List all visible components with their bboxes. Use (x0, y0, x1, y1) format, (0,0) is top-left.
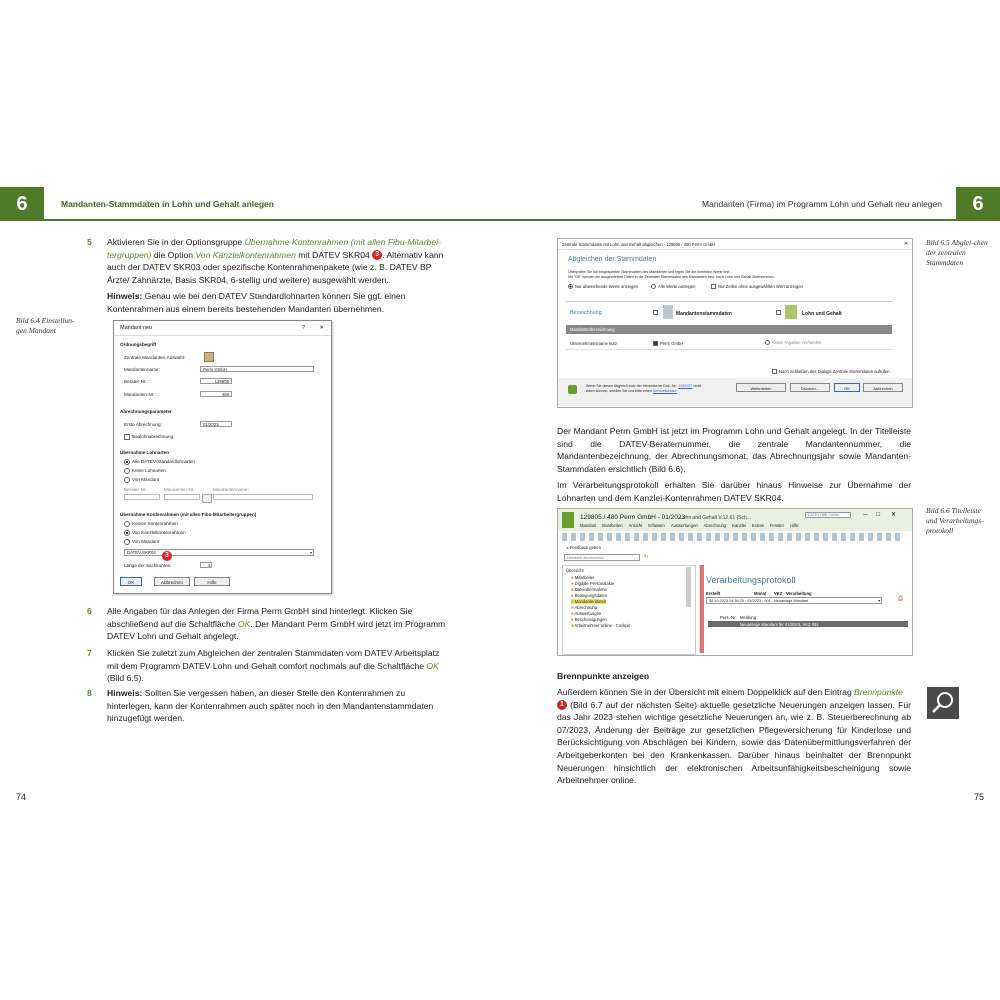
tree-item-label: Bescheinigungen (574, 617, 607, 622)
feedback-icon: ● (566, 545, 569, 550)
radio-button[interactable] (568, 284, 573, 289)
radio-abweichend[interactable] (568, 284, 638, 289)
figure-caption-6-6: Bild 6.6 Titelleiste und Verarbeitungs-protokoll (926, 506, 984, 535)
ui-term: OK (237, 618, 251, 629)
erste-abrechnung-field[interactable]: 01/2023 (200, 421, 232, 427)
section-abrechnung: Abrechnungsparameter (120, 409, 172, 414)
menu-item-abrechnung[interactable]: Abrechnung (703, 523, 727, 528)
text-run: (Bild 6.5). (107, 673, 144, 684)
hint-label: Hinweis: (107, 291, 143, 301)
scrollbar[interactable] (686, 567, 691, 607)
mandant-neu-dialog (113, 320, 332, 594)
text-run: die Option (151, 249, 196, 260)
dialog-heading: Abgleichen der Stammdaten (568, 256, 657, 263)
app-icon (562, 512, 574, 528)
label-mandant-2: Mandanten-Nr.: (164, 487, 196, 492)
magnifier-icon (927, 687, 959, 719)
window-title: Zentrale Stammdaten mit Lohn und Gehalt abgleichen - 129805 / 480 Perm GmbH (562, 242, 716, 247)
radio-keinen-kontenrahmen[interactable] (124, 521, 178, 527)
radio-label: Von Mandant (132, 477, 160, 483)
lohn-app-icon (785, 305, 797, 319)
hint-text: Genau wie bei den DATEV Standardlohnarten können Sie ggf. einen Kontenrahmen aus einem bereits bestehenden Mandanten übernehmen. (107, 291, 406, 314)
row-value-text: Keine Angaben vorhanden (772, 340, 822, 345)
berater-field-2[interactable] (124, 494, 160, 500)
folder-icon: ■ (571, 617, 574, 622)
col-pers-nr: Pers.-Nr. (720, 615, 737, 620)
window-title: 129805 / 480 Perm GmbH - 01/2023 (580, 514, 686, 521)
chapter-number: 6 (972, 193, 984, 215)
menu-item-hilfe[interactable]: Hilfe (790, 523, 799, 528)
abbrechen-button[interactable]: Abbrechen (154, 577, 190, 586)
label-erste-abrechnung: Erste Abrechnung: (124, 422, 162, 427)
folder-icon: ■ (571, 599, 574, 604)
footer-line-2 (586, 389, 677, 393)
row-value-2[interactable] (765, 340, 821, 345)
paragraph-3 (557, 686, 911, 787)
footer-text: lösen können, senden Sie uns bitte einen (586, 389, 652, 393)
panel-title: Verarbeitungsprotokoll (706, 575, 796, 585)
footer-text: nicht (693, 384, 702, 388)
kontenrahmen-select[interactable] (124, 549, 314, 556)
panel-accent (700, 565, 704, 653)
row-label: Unternehmensname kurz (570, 341, 618, 346)
abbrechen-button[interactable]: Abbrechen (863, 383, 903, 392)
overview-tree (562, 565, 696, 655)
label-berater-2: Berater-Nr.: (124, 487, 148, 492)
radio-kanzleikontenrahmen[interactable] (124, 530, 186, 536)
label-mandanten-nr: Mandanten-Nr.: (124, 392, 156, 397)
folder-icon: ■ (571, 587, 574, 592)
maximize-icon[interactable]: ☐ (876, 512, 881, 518)
divider (558, 249, 912, 250)
step-8-text (107, 687, 447, 725)
label-mandantenname: Mandantenname: (124, 367, 160, 372)
radio-von-mandant-2[interactable] (124, 539, 159, 545)
text-run: mit DATEV SKR04 (295, 249, 373, 260)
divider (566, 301, 892, 302)
callout-badge: 3 (162, 551, 172, 561)
tree-item[interactable] (571, 587, 607, 592)
col-erstellt: Erstellt (706, 591, 721, 596)
overview-search-field[interactable]: Übersicht durchsuchen (564, 554, 640, 561)
row-value-text: Perm GmbH (660, 341, 684, 346)
mandant-select-icon[interactable] (204, 352, 214, 362)
chapter-number-box (956, 187, 1000, 221)
close-icon[interactable]: ✕ (891, 512, 897, 518)
check-after-close[interactable] (772, 369, 890, 374)
radio-label: Nur abweichende Werte anzeigen (575, 284, 639, 289)
tree-root[interactable]: Übersicht (566, 568, 584, 573)
chevron-down-icon[interactable]: ▾ (309, 550, 312, 555)
hint-text: Sollten Sie vergessen haben, an dieser Stelle den Kontenrahmen zu hinterlegen, kann der Kontenrahmen auch später noch in den Mandantenstammdaten hinzugefügt werden. (107, 688, 434, 724)
folder-icon: ■ (571, 611, 574, 616)
chapter-number-box (0, 187, 44, 221)
text-run: Außerdem können Sie in der Übersicht mit einem Doppelklick auf den Eintrag (557, 687, 855, 697)
callout-badge: 3 (372, 250, 382, 260)
checkbox[interactable] (124, 434, 130, 440)
hilfe-button[interactable]: Hilfe (194, 577, 230, 586)
ok-button[interactable]: OK (120, 577, 142, 586)
help-icon[interactable]: ? (301, 325, 305, 331)
close-icon[interactable]: ✕ (903, 241, 908, 247)
ui-term: Von Kanzleikontenrahmen (195, 249, 296, 260)
figure-caption-6-4: Bild 6.4 Einstellun-gen Mandant (16, 316, 75, 335)
folder-icon: ■ (571, 623, 574, 628)
footer-text: Wenn Sie diesen Abgleich trotz der Hinweise im Dok.-Nr.: (586, 384, 678, 388)
section-ordnungsbegriff: Ordnungsbegriff (120, 342, 157, 347)
chevron-down-icon[interactable]: ▾ (878, 599, 880, 603)
select-value: DATEV SKR04 (127, 550, 156, 555)
col-verarbeitung: Verarbeitung (786, 591, 812, 596)
row-value[interactable] (653, 341, 683, 346)
col-monat: Monat (754, 591, 767, 596)
figure-caption-6-5: Bild 6.5 Abglei-chen der zentralen Stammdaten (926, 238, 988, 267)
mandant-field-2[interactable] (164, 494, 200, 500)
refresh-icon[interactable]: ↻ (644, 554, 649, 560)
divider (566, 349, 892, 350)
check-mand[interactable] (653, 310, 660, 315)
label-berater: Berater-Nr.: (124, 379, 148, 384)
lookup-icon[interactable] (202, 494, 212, 503)
folder-icon: ■ (571, 575, 574, 580)
radio-alle-lohnarten[interactable] (124, 459, 195, 465)
radio-label: Von Kanzleikontenrahmen (132, 530, 186, 536)
mandantenname-field[interactable]: Perm GmbH (200, 366, 314, 372)
ok-button[interactable]: OK (834, 383, 860, 392)
running-head-left: Mandanten-Stammdaten in Lohn und Gehalt anlegen (61, 199, 274, 209)
page-number-left: 74 (16, 792, 27, 802)
radio-von-mandant[interactable] (124, 477, 159, 483)
text-run: . Der Mandant Perm GmbH wird jetzt im Programm DATEV Lohn und Gehalt angelegt. (107, 618, 446, 642)
radio-button[interactable] (765, 340, 770, 345)
checkbox-label: Baulohnabrechnung (132, 434, 174, 440)
page-number-right: 75 (974, 792, 985, 802)
tree-item-label: Auswertungen (574, 611, 602, 616)
protocol-panel (699, 565, 910, 653)
checkbox[interactable] (711, 284, 716, 289)
step-number: 8 (87, 688, 92, 698)
tree-item-label: Mitarbeiter (574, 575, 595, 580)
dialog-titlebar (114, 321, 331, 336)
info-icon (568, 385, 577, 394)
section-lohnarten: Übernahme Lohnarten (120, 450, 170, 455)
paragraph-2: Im Verarbeitungsprotokoll erhalten Sie darüber hinaus Hinweise zur Übernahme der Lohnarten und dem Kanzlei-Kontenrahmen DATEV SKR04. (557, 480, 911, 503)
menu-item-auswertungen[interactable]: Auswertungen (670, 523, 698, 528)
checkbox-label: Nur Zeilen ohne ausgewählten Wert anzeigen (718, 284, 803, 289)
radio-alle[interactable] (651, 284, 695, 289)
help-search-field[interactable]: DATEV Hilfe-Center (805, 512, 851, 518)
section-heading: Brennpunkte anzeigen (557, 671, 650, 681)
person-icon (663, 305, 673, 319)
chapter-rule (500, 219, 956, 221)
checkbox[interactable] (653, 341, 658, 346)
col-mandantenstammdaten: Mandantenstammdaten (676, 311, 732, 317)
print-icon[interactable]: ⎙ (898, 596, 903, 602)
step-number: 5 (87, 237, 92, 247)
mandantenname-field-2[interactable] (213, 494, 313, 500)
hint-paragraph (107, 290, 447, 315)
intro-line-2: Mit "OK" werden die ausgewählten Daten in die Zentralen Stammdaten des Mandanten bzw. nach Lohn und Gehalt übernommen. (568, 275, 775, 279)
check-ohne-wert[interactable] (711, 284, 803, 289)
tree-item[interactable] (571, 575, 594, 580)
menu-item-mandant[interactable]: Mandant (580, 523, 597, 528)
radio-button[interactable] (651, 284, 656, 289)
col-meldung: Meldung (740, 615, 757, 620)
ui-term: OK (426, 660, 439, 671)
ui-term: Übernahme Kontenrahmen (mit allen Fibu-Mitarbei-tergruppen) (107, 237, 441, 260)
col-lohn-und-gehalt: Lohn und Gehalt (802, 311, 842, 317)
radio-button[interactable] (124, 521, 130, 527)
tree-item-selected[interactable] (571, 599, 606, 604)
radio-label: Keine Lohnarten (132, 468, 166, 474)
chapter-rule (44, 219, 500, 221)
running-head-right: Mandanten (Firma) im Programm Lohn und Gehalt neu anlegen (701, 199, 942, 209)
tree-item[interactable] (571, 593, 607, 598)
label-mandantenname-2: Mandantenname: (213, 487, 249, 492)
callout-badge: 1 (557, 700, 567, 710)
checkbox-label: Nach Schließen des Dialogs Zentrale Stammdaten aufrufen (779, 369, 890, 374)
step-7-text (107, 647, 447, 685)
step-5-text (107, 236, 447, 286)
weiterleiten-button[interactable]: Weiterleiten (736, 383, 786, 392)
radio-label: Von Mandant (132, 539, 160, 545)
tree-item-label: Digitale Personalakte (574, 581, 615, 586)
step-6-text (107, 605, 447, 643)
checkbox[interactable] (772, 369, 777, 374)
radio-label: Alle DATEV-Standardlohnarten (132, 459, 195, 465)
service-link[interactable]: Servicekontakt. (652, 389, 678, 393)
tree-item-label: Dateiübermahme (574, 587, 607, 592)
tree-item[interactable] (571, 581, 614, 586)
ui-term: Brennpunkte (854, 687, 903, 697)
menu-item-fenster[interactable]: Fenster (769, 523, 785, 528)
tree-item-label: Bewegungsdaten (574, 593, 608, 598)
radio-button[interactable] (124, 539, 130, 545)
tree-item[interactable] (571, 611, 601, 616)
tree-item[interactable] (571, 623, 630, 628)
radio-keine-lohnarten[interactable] (124, 468, 166, 474)
menu-item-erfassen[interactable]: Erfassen (648, 523, 665, 528)
tree-item-label: Mandantendaten (574, 599, 607, 604)
folder-icon: ■ (571, 593, 574, 598)
doc-link[interactable]: 1083037 (678, 384, 693, 388)
label-laenge: Länge der Sachkonten: (124, 563, 172, 568)
drucken-button[interactable]: Drucken... (790, 383, 830, 392)
feedback-text: Feedback geben (569, 545, 601, 550)
text-run: Aktivieren Sie in der Optionsgruppe (107, 237, 245, 247)
intro-line-1: Überprüfen Sie die eingespielten Stammdaten des Mandanten und legen Sie die korrekten Werte fest. (568, 270, 731, 274)
menu-bar (580, 523, 798, 530)
feedback-link[interactable] (566, 545, 601, 550)
menu-item-ansicht[interactable]: Ansicht (628, 523, 643, 528)
menu-item-bearbeiten[interactable]: Bearbeiten (602, 523, 623, 528)
lohn-und-gehalt-window (557, 508, 913, 656)
col-bezeichnung: Bezeichnung (570, 310, 602, 316)
magnifier-box (927, 687, 959, 719)
radio-button[interactable] (124, 477, 130, 483)
checkbox[interactable] (653, 310, 658, 315)
col-vkz: VKZ (774, 591, 783, 596)
label-zentral: Zentrale Mandanten-Auswahl: (124, 355, 186, 360)
section-kontenrahmen: Übernahme Kontenrahmen (mit allen Fibu-Mitarbeitergruppen) (120, 512, 257, 517)
radio-label: Alle Werte anzeigen (658, 284, 696, 289)
mandanten-nr-field[interactable]: 480 (200, 391, 232, 397)
checkbox[interactable] (776, 310, 781, 315)
tree-item[interactable] (571, 605, 597, 610)
menu-item-kanzlei[interactable]: Kanzlei (732, 523, 746, 528)
close-icon[interactable]: ✕ (319, 325, 324, 331)
baulohn-checkbox[interactable] (124, 434, 173, 440)
laenge-field[interactable]: 4 (200, 562, 212, 568)
radio-button[interactable] (124, 459, 130, 465)
folder-icon: ■ (571, 581, 574, 586)
check-lohn[interactable] (776, 310, 783, 315)
text-run: Alle Angaben für das Anlegen der Firma Perm GmbH sind hinterlegt. Klicken Sie abschließend auf die Schaltfläche (107, 606, 413, 629)
row-message: Neuanlage Mandant für 01/2023, VKZ 001 (740, 622, 819, 627)
text-run: (Bild 6.7 auf der nächsten Seite) aktuelle gesetzliche Neuerungen anzeigen lassen. Für das Jahr 2023 stehen wichtige gesetzliche Neuerungen an, wie z. B. Steuerberechnung ab 07/2023, Änderung der Beiträge zur gesetzlichen Pflegeversicherung für Kinderlose und Berücksichtigung von Abschlägen bei Kindern, sowie das Datenübermittlungsverfahren der Arbeitgeberkonten bei den Krankenkassen. Darüber hinaus beinhaltet der Brennpunkt Neuerungen hinsichtlich der elektronischen Arbeitsunfähigkeitsbescheinigung sowie Arbeitnehmer online. (557, 699, 911, 786)
text-run: Klicken Sie zuletzt zum Abgleichen der zentralen Stammdaten vom DATEV Arbeitsplatz mit dem Programm DATEV Lohn und Gehalt comfort nochmals auf die Schaltfläche (107, 648, 440, 671)
select-value: 30.10.2023 14:36:25 - 01/2023 - 001 - Neuanlage Mandant (709, 599, 809, 603)
protocol-select[interactable] (706, 597, 882, 604)
menu-item-extras[interactable]: Extras (751, 523, 764, 528)
folder-icon: ■ (571, 605, 574, 610)
radio-label: Keinen Kontenrahmen (132, 521, 178, 527)
chapter-number: 6 (16, 193, 28, 215)
text-run: . Alternativ kann auch der DATEV SKR03 oder spezifische Kontenrahmenpakete (wie z. B. DATEV BP Ärzte/ Zahnärzte, Basis SKR04, 6-stellig und weitere) ausgewählt werden. (107, 249, 444, 285)
abgleich-window (557, 238, 913, 408)
berater-field[interactable]: 129805 (200, 378, 232, 384)
footer-line-1 (586, 384, 701, 388)
dialog-title: Mandant neu (120, 325, 153, 331)
step-number: 6 (87, 606, 92, 616)
paragraph-1: Der Mandant Perm GmbH ist jetzt im Programm Lohn und Gehalt angelegt. In der Titelleiste sind die DATEV-Beraternummer, die zentrale Mandantennummer, die Mandantenbezeichnung, der Abrechnungsmonat, das Abrechnungsjahr sowie Mandanten-Stammdaten ersichtlich (Bild 6.6). (557, 426, 911, 474)
toolbar-icons[interactable] (562, 533, 902, 541)
tree-item[interactable] (571, 617, 607, 622)
tree-item-label: Arbeitnehmer online - Cockpit (574, 623, 630, 628)
step-number: 7 (87, 648, 92, 658)
radio-button[interactable] (124, 468, 130, 474)
radio-button[interactable] (124, 530, 130, 536)
tree-item-label: Abrechnung (574, 605, 598, 610)
hint-label: Hinweis: (107, 688, 143, 698)
group-label: Mandantenbezeichnung (570, 327, 615, 332)
minimize-icon[interactable]: — (863, 512, 868, 518)
window-subtitle: Lohn und Gehalt V.12.61 (Sch... (680, 515, 751, 521)
